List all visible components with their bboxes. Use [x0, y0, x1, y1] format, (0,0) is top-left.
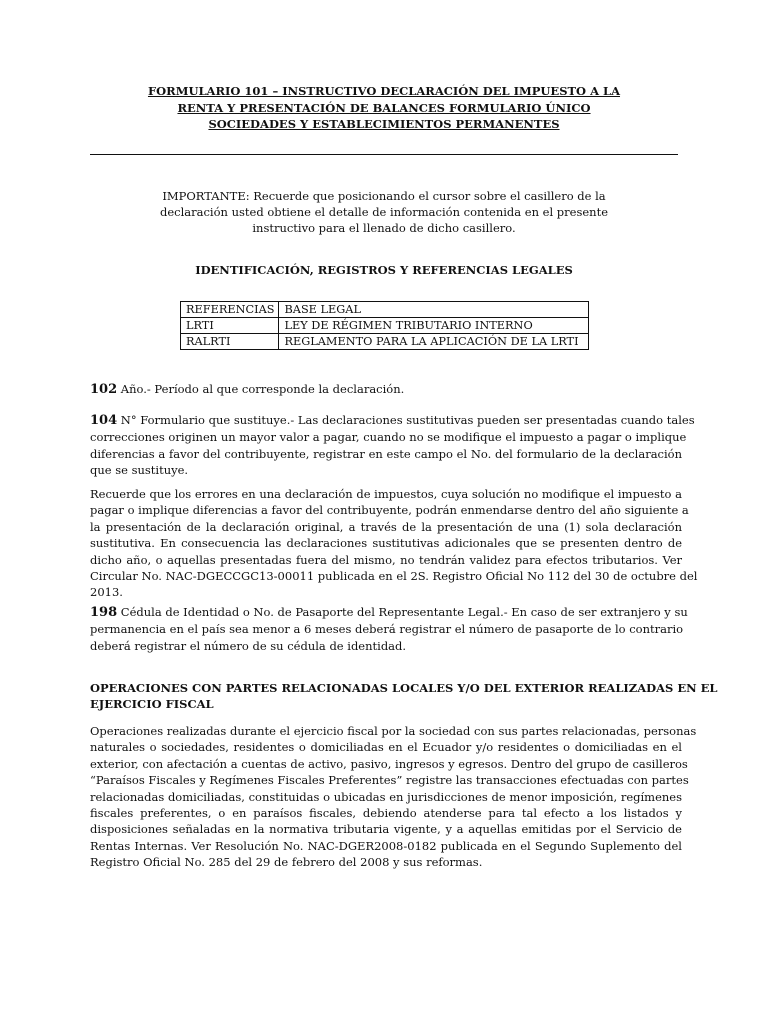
table-cell: LEY DE RÉGIMEN TRIBUTARIO INTERNO: [279, 318, 589, 334]
table-cell: LRTI: [181, 318, 279, 334]
title-line-2: RENTA Y PRESENTACIÓN DE BALANCES FORMULARIO ÚNICO: [177, 100, 591, 115]
paragraph-line: exterior, con afectación a cuentas de activo, pasivo, ingresos y egresos. Dentro del grupo de casilleros: [90, 756, 688, 771]
title-line-3: SOCIEDADES Y ESTABLECIMIENTOS PERMANENTES: [208, 117, 560, 131]
paragraph-line: Operaciones realizadas durante el ejercicio fiscal por la sociedad con sus partes relacionadas, personas: [90, 724, 697, 738]
paragraph-line: la presentación de la declaración original, a través de la presentación de una (1) sola declaración: [90, 519, 682, 534]
item-198: [90, 604, 688, 654]
paragraph-line: pagar o implique diferencias a favor del contribuyente, podrán enmendarse dentro del año siguiente a: [90, 503, 689, 518]
remember-paragraph: [90, 486, 698, 601]
paragraph-line: Circular No. NAC-DGECCGC13-00011 publicada en el 2S. Registro Oficial No 112 del 30 de octubre del: [90, 569, 698, 584]
paragraph-line: Recuerde que los errores en una declaración de impuestos, cuya solución no modifique el impuesto a: [90, 487, 682, 501]
item-code: 104: [90, 413, 118, 428]
item-104-line-4: que se sustituye.: [90, 463, 189, 478]
item-102-line: [90, 381, 682, 398]
section-heading-identificacion: IDENTIFICACIÓN, REGISTROS Y REFERENCIAS LEGALES: [195, 263, 573, 277]
table-row: [181, 334, 589, 350]
important-note: [120, 188, 648, 236]
table-cell: RALRTI: [181, 334, 279, 350]
operaciones-paragraph: [90, 723, 697, 871]
horizontal-rule: [90, 154, 678, 155]
title-line-1: FORMULARIO 101 – INSTRUCTIVO DECLARACIÓN DEL IMPUESTO A LA: [147, 84, 621, 98]
heading-line: EJERCICIO FISCAL: [90, 697, 214, 712]
paragraph-line: sustitutiva. En consecuencia las declaraciones sustitutivas adicionales que se presenten dentro de: [90, 536, 682, 551]
important-line-3: instructivo para el llenado de dicho casillero.: [252, 221, 516, 235]
table-row: [181, 318, 589, 334]
item-198-line-3: deberá registrar el número de su cédula de identidad.: [90, 638, 407, 653]
paragraph-line: disposiciones señaladas en la normativa tributaria vigente, y a aquellas emitidas por el Servicio de: [90, 822, 682, 837]
item-198-line-1: [90, 604, 688, 621]
important-line-1: IMPORTANTE: Recuerde que posicionando el cursor sobre el casillero de la: [162, 189, 606, 203]
item-104-line-3: diferencias a favor del contribuyente, registrar en este campo el No. del formulario de la declaración: [90, 446, 682, 461]
item-104-line-2: correcciones originen un mayor valor a pagar, cuando no se modifique el impuesto a pagar o implique: [90, 430, 687, 445]
heading-line: OPERACIONES CON PARTES RELACIONADAS LOCALES Y/O DEL EXTERIOR REALIZADAS EN EL: [90, 681, 718, 695]
paragraph-line: relacionadas domiciliadas, constituidas o ubicadas en jurisdicciones de menor imposición, regímenes: [90, 789, 682, 804]
table-cell: REGLAMENTO PARA LA APLICACIÓN DE LA LRTI: [279, 334, 589, 350]
paragraph-line: Rentas Internas. Ver Resolución No. NAC-DGER2008-0182 publicada en el Segundo Suplemento del: [90, 838, 682, 853]
paragraph-line: 2013.: [90, 585, 123, 600]
paragraph-line: “Paraísos Fiscales y Regímenes Fiscales Preferentes” registre las transacciones efectuadas con partes: [90, 773, 689, 788]
paragraph-line: naturales o sociedades, residentes o domiciliadas en el Ecuador y/o residentes o domiciliadas en el: [90, 740, 682, 755]
table-cell: REFERENCIAS: [181, 302, 279, 318]
table-row: [181, 302, 589, 318]
section-heading-operaciones: [90, 680, 718, 713]
item-text: N° Formulario que sustituye.- Las declaraciones sustitutivas pueden ser presentadas cuando tales: [117, 413, 695, 427]
item-104: [90, 412, 695, 479]
paragraph-line: fiscales preferentes, o en paraísos fiscales, debiendo atenderse para tal efecto a los listados y: [90, 806, 682, 821]
paragraph-line: dicho año, o aquellas presentadas fuera del mismo, no tendrán validez para efectos tributarios. Ver: [90, 552, 682, 567]
item-104-line-1: [90, 412, 695, 429]
item-102: [90, 381, 682, 398]
paragraph-line: Registro Oficial No. 285 del 29 de febrero del 2008 y sus reformas.: [90, 855, 483, 870]
table-cell: BASE LEGAL: [279, 302, 589, 318]
item-198-line-2: permanencia en el país sea menor a 6 meses deberá registrar el número de pasaporte de lo contrario: [90, 622, 684, 637]
item-text: Cédula de Identidad o No. de Pasaporte del Representante Legal.- En caso de ser extranjero y su: [117, 605, 688, 619]
item-text: Año.- Período al que corresponde la declaración.: [117, 382, 405, 396]
document-title: [86, 83, 682, 133]
item-code: 102: [90, 382, 118, 397]
references-table: [180, 301, 589, 350]
item-code: 198: [90, 605, 118, 620]
important-line-2: declaración usted obtiene el detalle de información contenida en el presente: [159, 205, 609, 219]
